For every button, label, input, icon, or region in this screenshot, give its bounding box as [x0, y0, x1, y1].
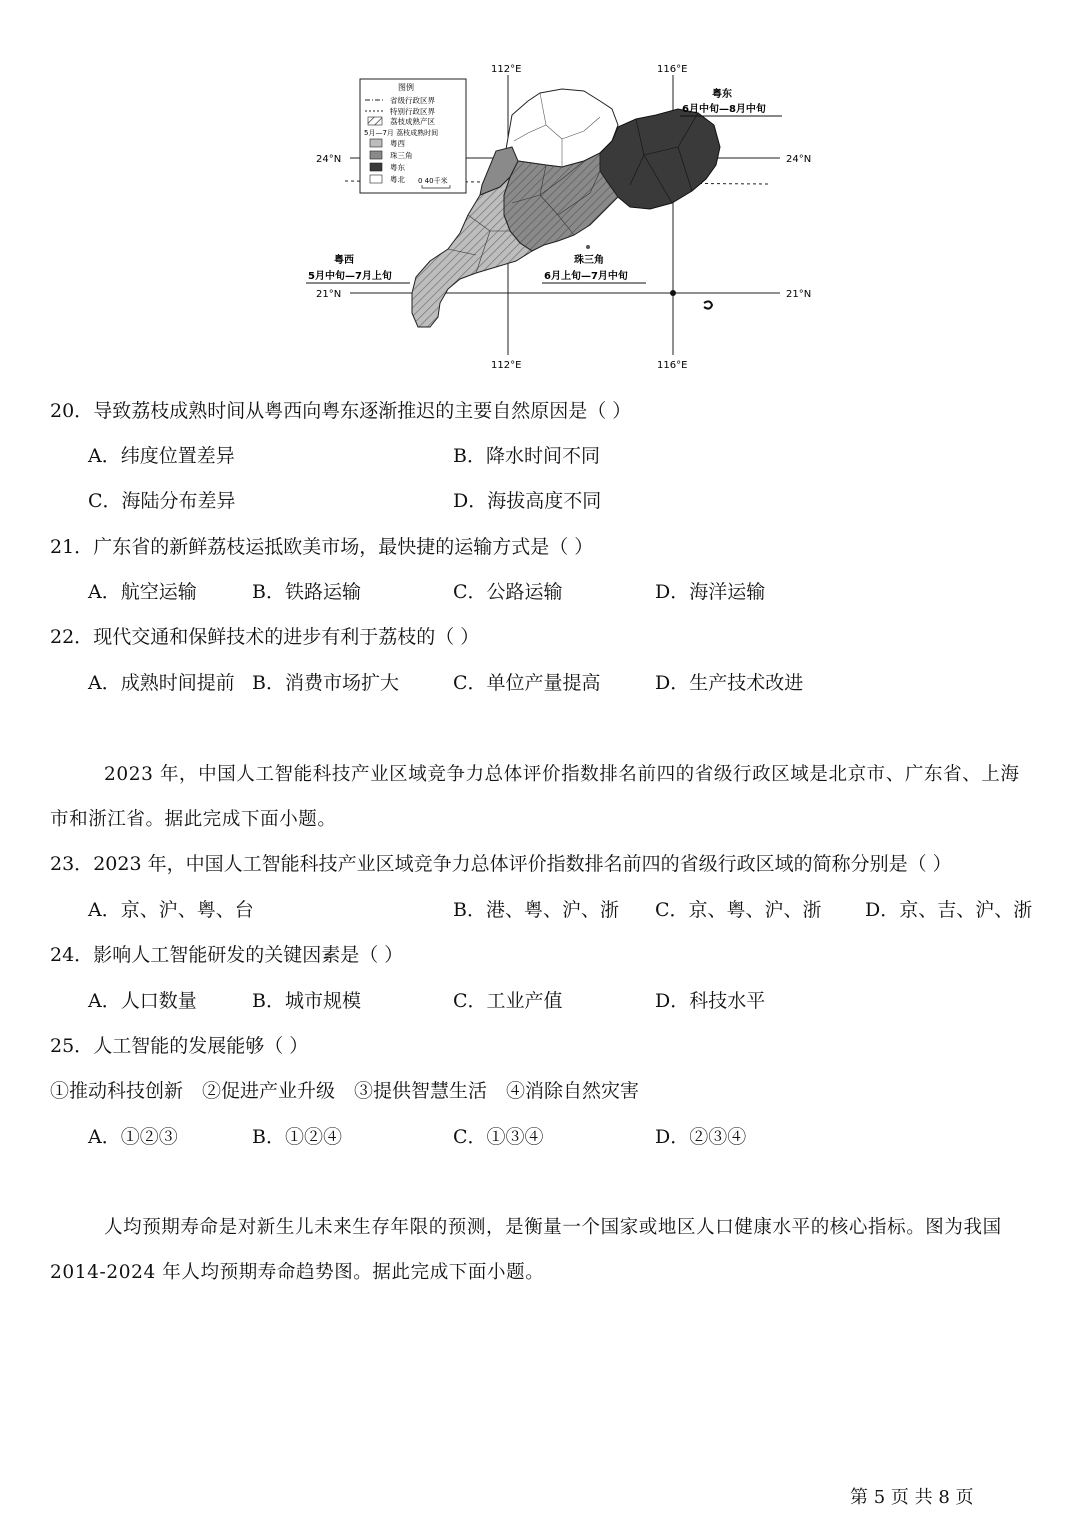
q22-option-a[interactable]: A．成熟时间提前 — [88, 672, 235, 694]
island-nanpeng — [704, 301, 712, 308]
question-22 — [50, 622, 479, 649]
lat-label-24-left: 24°N — [316, 154, 342, 165]
annotation-zhusanjiao-name: 珠三角 — [574, 255, 604, 266]
question-number: 25． — [50, 1035, 94, 1057]
question-number: 24． — [50, 944, 94, 966]
q24-option-c[interactable]: C．工业产值 — [453, 990, 563, 1012]
q24-option-b[interactable]: B．城市规模 — [252, 990, 361, 1012]
legend-item-zhusanjiao: 珠三角 — [390, 151, 413, 160]
annotation-yuexi — [306, 253, 410, 283]
annotation-yuexi-name: 粤西 — [334, 255, 354, 266]
map-legend — [360, 79, 466, 193]
q20-option-a[interactable]: A．纬度位置差异 — [88, 445, 235, 467]
q23-option-c[interactable]: C．京、粤、沪、浙 — [655, 899, 822, 921]
q23-option-d[interactable]: D．京、吉、沪、浙 — [865, 899, 1033, 921]
question-stem: 现代交通和保鲜技术的进步有利于荔枝的（ ） — [93, 626, 480, 648]
annotation-yuedong-period: 6月中旬—8月中旬 — [682, 104, 766, 115]
annotation-yuedong — [680, 87, 782, 116]
question-23 — [50, 849, 952, 876]
q20-option-b[interactable]: B．降水时间不同 — [453, 445, 600, 467]
legend-title: 图例 — [398, 83, 414, 92]
legend-item-ripening-time: 5月—7月 荔枝成熟时间 — [364, 129, 439, 137]
legend-item-sar-border: 特别行政区界 — [390, 107, 435, 116]
q25-option-a[interactable]: A．①②③ — [88, 1126, 178, 1148]
lat-label-21-left: 21°N — [316, 289, 342, 300]
annotation-yuedong-name: 粤东 — [712, 89, 732, 100]
question-25 — [50, 1031, 308, 1058]
island-small — [586, 245, 590, 249]
q24-option-a[interactable]: A．人口数量 — [88, 990, 197, 1012]
q25-option-d[interactable]: D．②③④ — [655, 1126, 747, 1148]
lychee-ripening-map — [300, 55, 820, 375]
question-number: 22． — [50, 626, 94, 648]
lon-label-112-top: 112°E — [491, 64, 522, 75]
legend-item-lychee-area: 荔枝成熟产区 — [390, 117, 435, 126]
q24-option-d[interactable]: D．科技水平 — [655, 990, 766, 1012]
annotation-zhusanjiao-period: 6月上旬—7月中旬 — [544, 271, 628, 282]
q21-option-b[interactable]: B．铁路运输 — [252, 581, 361, 603]
question-number: 21． — [50, 536, 94, 558]
q23-option-b[interactable]: B．港、粤、沪、浙 — [453, 899, 619, 921]
question-stem: 广东省的新鲜荔枝运抵欧美市场，最快捷的运输方式是（ ） — [93, 536, 594, 558]
q20-option-d[interactable]: D．海拔高度不同 — [453, 490, 602, 512]
q22-option-d[interactable]: D．生产技术改进 — [655, 672, 804, 694]
question-stem: 2023 年，中国人工智能科技产业区域竞争力总体评价指数排名前四的省级行政区域的简称分别是（ ） — [93, 853, 952, 875]
q22-option-c[interactable]: C．单位产量提高 — [453, 672, 601, 694]
lat-label-24-right: 24°N — [786, 154, 812, 165]
q21-option-d[interactable]: D．海洋运输 — [655, 581, 766, 603]
legend-scale: 0 40千米 — [418, 177, 448, 185]
lon-label-112-bottom: 112°E — [491, 360, 522, 371]
passage-life-line2: 2014-2024 年人均预期寿命趋势图。据此完成下面小题。 — [50, 1262, 545, 1283]
q21-option-a[interactable]: A．航空运输 — [88, 581, 197, 603]
question-24 — [50, 940, 403, 967]
legend-item-yuexi: 粤西 — [390, 139, 405, 148]
island-dot — [670, 290, 676, 296]
q22-option-b[interactable]: B．消费市场扩大 — [252, 672, 399, 694]
lat-label-21-right: 21°N — [786, 289, 812, 300]
legend-item-province-border: 省级行政区界 — [390, 96, 435, 105]
lon-label-116-top: 116°E — [657, 64, 688, 75]
legend-item-yuedong: 粤东 — [390, 163, 405, 172]
question-number: 20． — [50, 400, 94, 422]
q20-option-c[interactable]: C．海陆分布差异 — [88, 490, 236, 512]
lon-label-116-bottom: 116°E — [657, 360, 688, 371]
q25-option-c[interactable]: C．①③④ — [453, 1126, 544, 1148]
q25-option-b[interactable]: B．①②④ — [252, 1126, 342, 1148]
question-stem: 导致荔枝成熟时间从粤西向粤东逐渐推迟的主要自然原因是（ ） — [93, 400, 632, 422]
annotation-yuexi-period: 5月中旬—7月上旬 — [308, 271, 392, 282]
q21-option-c[interactable]: C．公路运输 — [453, 581, 563, 603]
page-footer: 第 5 页 共 8 页 — [850, 1487, 974, 1508]
annotation-zhusanjiao — [542, 253, 646, 283]
question-stem: 人工智能的发展能够（ ） — [93, 1035, 309, 1057]
question-number: 23． — [50, 853, 94, 875]
question-20 — [50, 396, 631, 423]
legend-item-yuebei: 粤北 — [390, 175, 405, 184]
q25-statements: ①推动科技创新 ②促进产业升级 ③提供智慧生活 ④消除自然灾害 — [50, 1080, 640, 1102]
question-stem: 影响人工智能研发的关键因素是（ ） — [93, 944, 404, 966]
question-21 — [50, 532, 593, 559]
passage-ai-line2: 市和浙江省。据此完成下面小题。 — [50, 809, 337, 830]
passage-ai-line1: 2023 年，中国人工智能科技产业区域竞争力总体评价指数排名前四的省级行政区域是北京市、广东省、上海 — [104, 764, 1020, 785]
q23-option-a[interactable]: A．京、沪、粤、台 — [88, 899, 254, 921]
passage-life-line1: 人均预期寿命是对新生儿未来生存年限的预测，是衡量一个国家或地区人口健康水平的核心指标。图为我国 — [104, 1217, 1002, 1238]
